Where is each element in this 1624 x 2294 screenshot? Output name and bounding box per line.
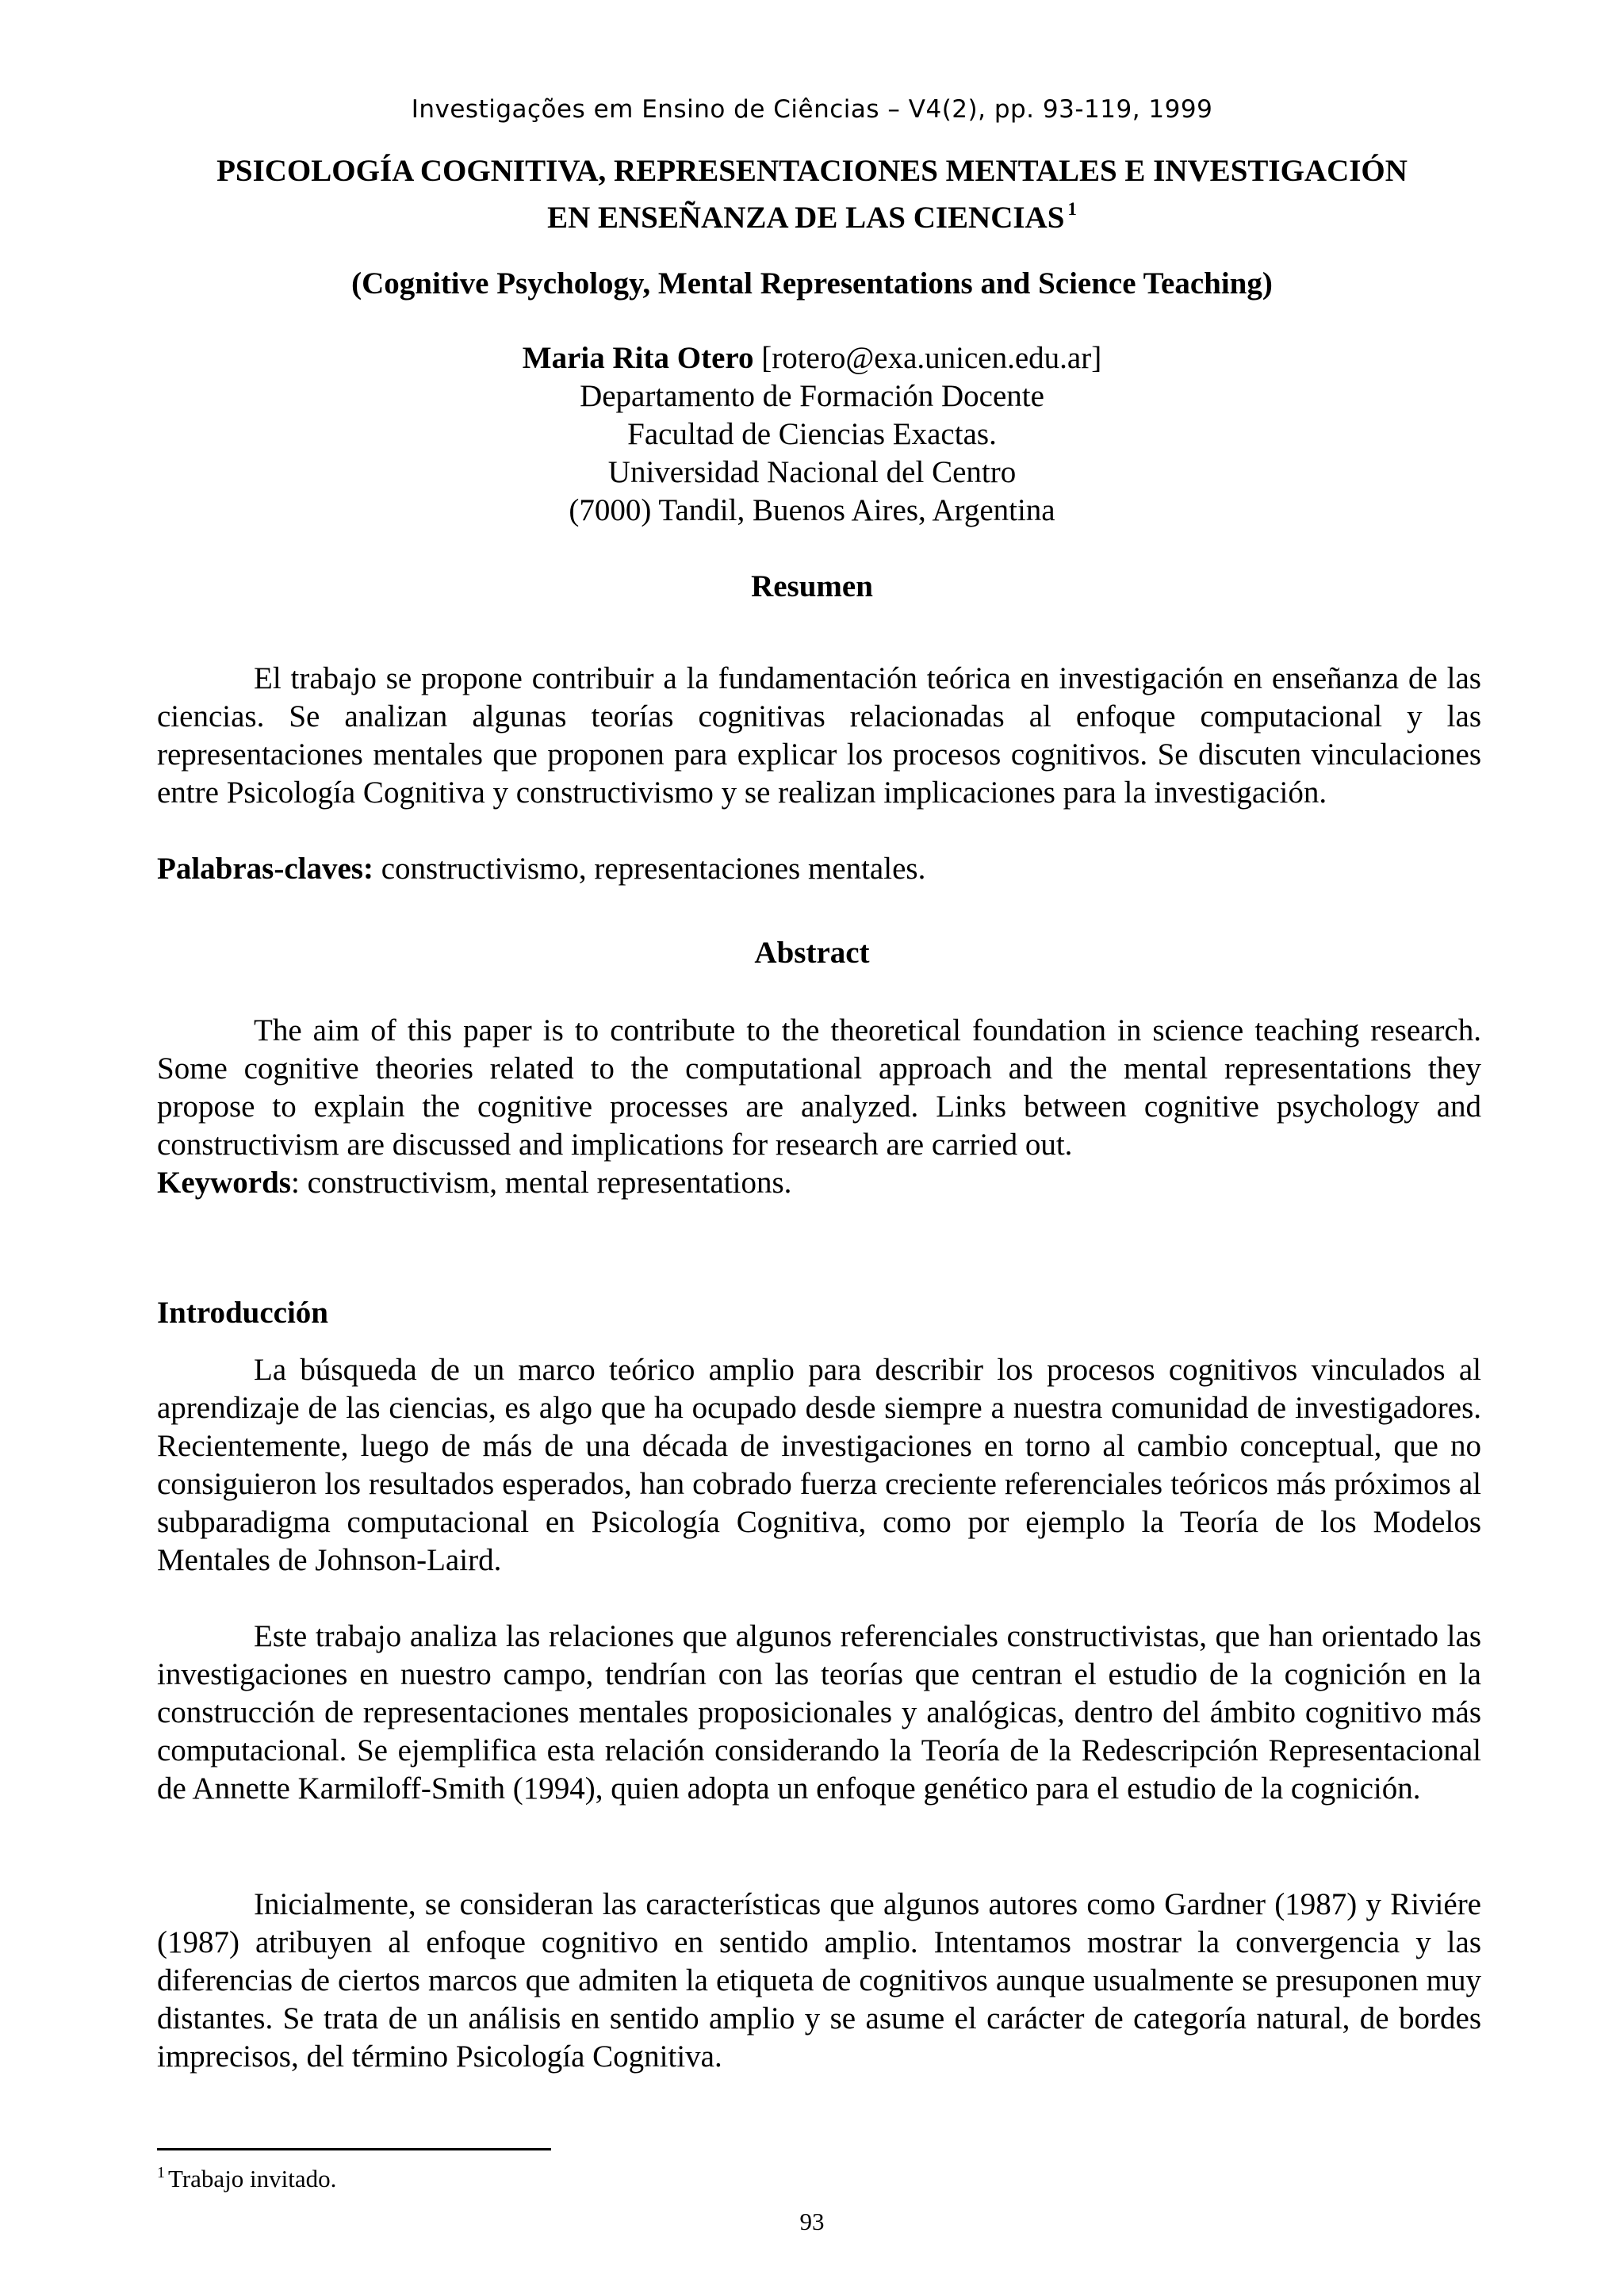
footnote <box>157 2157 336 2195</box>
author-line <box>119 339 1505 377</box>
footnote-divider <box>157 2148 551 2150</box>
affiliation-address: (7000) Tandil, Buenos Aires, Argentina <box>569 493 1055 527</box>
introduccion-paragraph-3: Inicialmente, se consideran las características que algunos autores como Gardner (1987) y Riviére (1987) atribuyen al enfoque cognitivo en sentido amplio. Intentamos mostrar la convergencia y las diferencias de ciertos marcos que admiten la etiqueta de cognitivos aunque usualmente se presuponen muy distantes. Se trata de un análisis en sentido amplio y se asume el carácter de categoría natural, de bordes imprecisos, del término Psicología Cognitiva. <box>157 1887 1481 2074</box>
affiliation-department: Departamento de Formación Docente <box>580 379 1044 413</box>
paper-title <box>119 152 1505 237</box>
page-number: 93 <box>799 2208 825 2235</box>
paper-subtitle: (Cognitive Psychology, Mental Representations and Science Teaching) <box>351 266 1273 301</box>
abstract-keywords-text: : constructivism, mental representations. <box>291 1166 792 1200</box>
title-footnote-mark: 1 <box>1067 199 1077 219</box>
affiliation-university: Universidad Nacional del Centro <box>607 455 1017 489</box>
affiliation-faculty: Facultad de Ciencias Exactas. <box>627 417 997 451</box>
abstract-keywords <box>157 1164 1481 1202</box>
resumen-keywords <box>157 850 1481 888</box>
introduccion-heading: Introducción <box>157 1296 328 1330</box>
resumen-heading: Resumen <box>751 569 873 603</box>
abstract-text: The aim of this paper is to contribute to the theoretical foundation in science teaching research. Some cognitive theories related to the computational approach and the mental representations they propose to explain the cognitive processes are analyzed. Links between cognitive psychology and constructivism are discussed and implications for research are carried out. <box>157 1013 1481 1162</box>
abstract-keywords-label: Keywords <box>157 1166 291 1200</box>
introduccion-paragraph-2: Este trabajo analiza las relaciones que algunos referenciales constructivistas, que han orientado las investigaciones en nuestro campo, tendrían con las teorías que centran el estudio de la cognición en la construcción de representaciones mentales proposicionales y analógicas, dentro del ámbito cognitivo más computacional. Se ejemplifica esta relación considerando la Teoría de la Redescripción Representacional de Annette Karmiloff-Smith (1994), quien adopta un enfoque genético para el estudio de la cognición. <box>157 1619 1481 1806</box>
introduccion-paragraph-1: La búsqueda de un marco teórico amplio para describir los procesos cognitivos vinculados al aprendizaje de las ciencias, es algo que ha ocupado desde siempre a nuestra comunidad de investigadores. Recientemente, luego de más de una década de investigaciones en torno al cambio conceptual, que no consiguieron los resultados esperados, han cobrado fuerza creciente referenciales teóricos más próximos al subparadigma computacional en Psicología Cognitiva, como por ejemplo la Teoría de los Modelos Mentales de Johnson-Laird. <box>157 1353 1481 1577</box>
footnote-text: Trabajo invitado. <box>168 2165 337 2193</box>
author-name: Maria Rita Otero <box>522 341 754 375</box>
footnote-mark: 1 <box>157 2164 165 2181</box>
title-line-1: PSICOLOGÍA COGNITIVA, REPRESENTACIONES MENTALES E INVESTIGACIÓN <box>216 154 1408 188</box>
resumen-text: El trabajo se propone contribuir a la fundamentación teórica en investigación en enseñanza de las ciencias. Se analizan algunas teorías cognitivas relacionadas al enfoque computacional y las representaciones mentales que proponen para explicar los procesos cognitivos. Se discuten vinculaciones entre Psicología Cognitiva y constructivismo y se realizan implicaciones para la investigación. <box>157 661 1481 810</box>
abstract-heading: Abstract <box>754 936 870 970</box>
journal-header: Investigações em Ensino de Ciências – V4(2), pp. 93-119, 1999 <box>411 95 1213 124</box>
resumen-keywords-text: constructivismo, representaciones mentales. <box>373 852 926 886</box>
author-email: [rotero@exa.unicen.edu.ar] <box>761 341 1102 375</box>
resumen-keywords-label: Palabras-claves: <box>157 852 373 886</box>
title-line-2: EN ENSEÑANZA DE LAS CIENCIAS $^1$ <box>547 199 1077 235</box>
author-block <box>119 339 1505 530</box>
